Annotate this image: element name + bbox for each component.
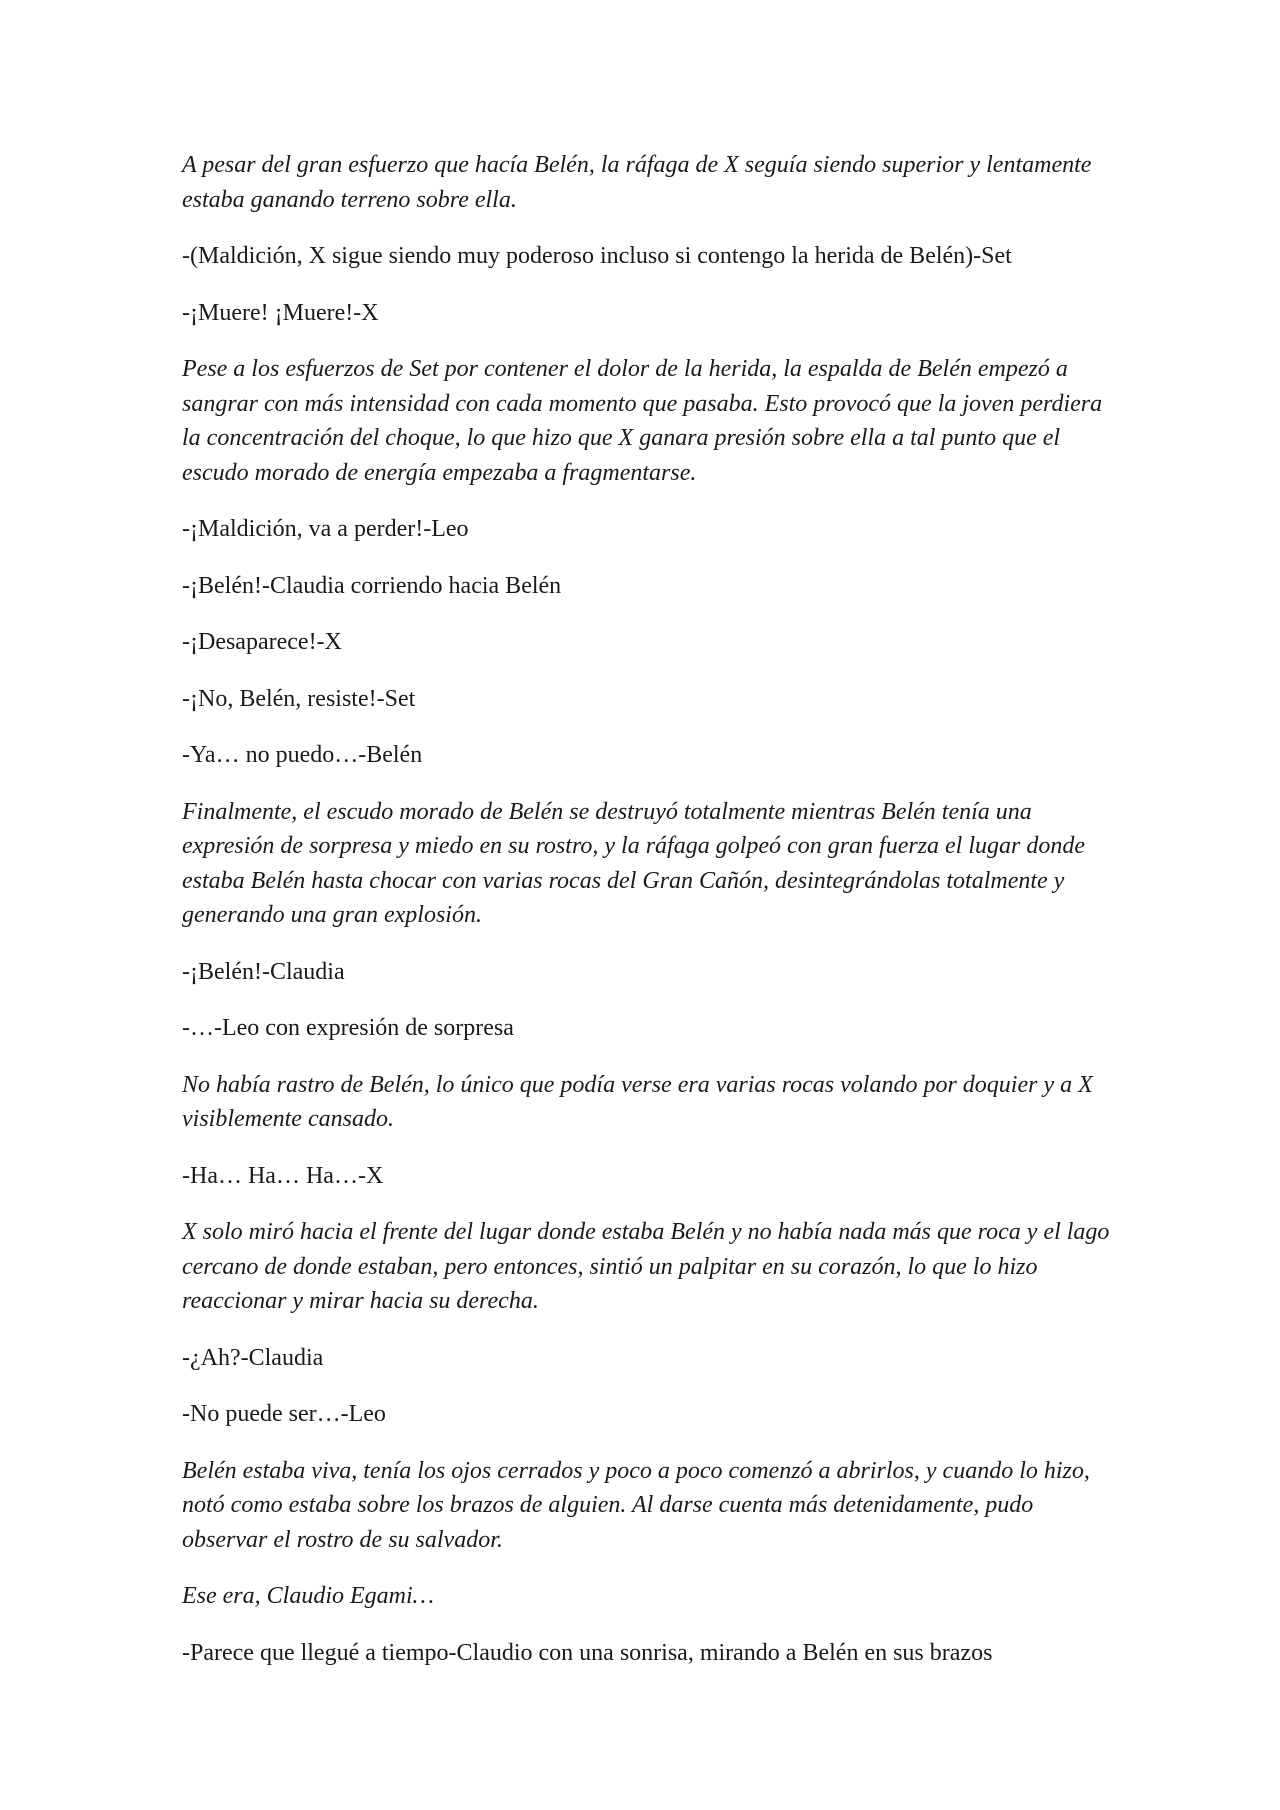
- dialogue-line: -¡Belén!-Claudia: [182, 958, 345, 985]
- narration-paragraph: Pese a los esfuerzos de Set por contener el dolor de la herida, la espalda de Belén empezó a sangrar con más intensidad con cada momento que pasaba. Esto provocó que la joven perdiera la concentración del choque, lo que hizo que X ganara presión sobre ella a tal punto que el escudo morado de energía empezaba a fragmentarse.: [182, 356, 1109, 486]
- dialogue-line: -…-Leo con expresión de sorpresa: [182, 1015, 514, 1041]
- dialogue-line: -(Maldición, X sigue siendo muy poderoso incluso si contengo la herida de Belén)-Set: [182, 243, 1012, 269]
- narration-paragraph: A pesar del gran esfuerzo que hacía Belén, la ráfaga de X seguía siendo superior y lentamente estaba ganando terreno sobre ella.: [182, 152, 1098, 213]
- dialogue-line: -No puede ser…-Leo: [182, 1401, 386, 1427]
- narration-paragraph: Finalmente, el escudo morado de Belén se destruyó totalmente mientras Belén tenía una expresión de sorpresa y miedo en su rostro, y la ráfaga golpeó con gran fuerza el lugar donde estaba Belén hasta chocar con varias rocas del Gran Cañón, desintegrándolas totalmente y generando una gran explosión.: [182, 798, 1092, 928]
- text-column: [182, 148, 1122, 1692]
- dialogue-line: -¡Belén!-Claudia corriendo hacia Belén: [182, 572, 562, 599]
- narration-paragraph: No había rastro de Belén, lo único que podía verse era varias rocas volando por doquier y a X visiblemente cansado.: [182, 1071, 1099, 1132]
- dialogue-line: -Ya… no puedo…-Belén: [182, 742, 423, 768]
- dialogue-line: -Ha… Ha… Ha…-X: [182, 1162, 384, 1189]
- dialogue-line: -¡No, Belén, resiste!-Set: [182, 685, 416, 712]
- dialogue-line: -¡Muere! ¡Muere!-X: [182, 299, 379, 326]
- narration-paragraph: X solo miró hacia el frente del lugar donde estaba Belén y no había nada más que roca y el lago cercano de donde estaban, pero entonces, sintió un palpitar en su corazón, lo que lo hizo reaccionar y mirar hacia su derecha.: [182, 1219, 1116, 1314]
- narration-paragraph: Ese era, Claudio Egami…: [182, 1583, 434, 1609]
- dialogue-line: -¡Maldición, va a perder!-Leo: [182, 516, 469, 542]
- dialogue-line: -¿Ah?-Claudia: [182, 1344, 324, 1371]
- dialogue-line: -Parece que llegué a tiempo-Claudio con una sonrisa, mirando a Belén en sus brazos: [182, 1639, 993, 1666]
- dialogue-line: -¡Desaparece!-X: [182, 629, 342, 655]
- narration-paragraph: Belén estaba viva, tenía los ojos cerrados y poco a poco comenzó a abrirlos, y cuando lo hizo, notó como estaba sobre los brazos de alguien. Al darse cuenta más detenidamente, pudo observar el rostro de su salvador.: [182, 1457, 1096, 1553]
